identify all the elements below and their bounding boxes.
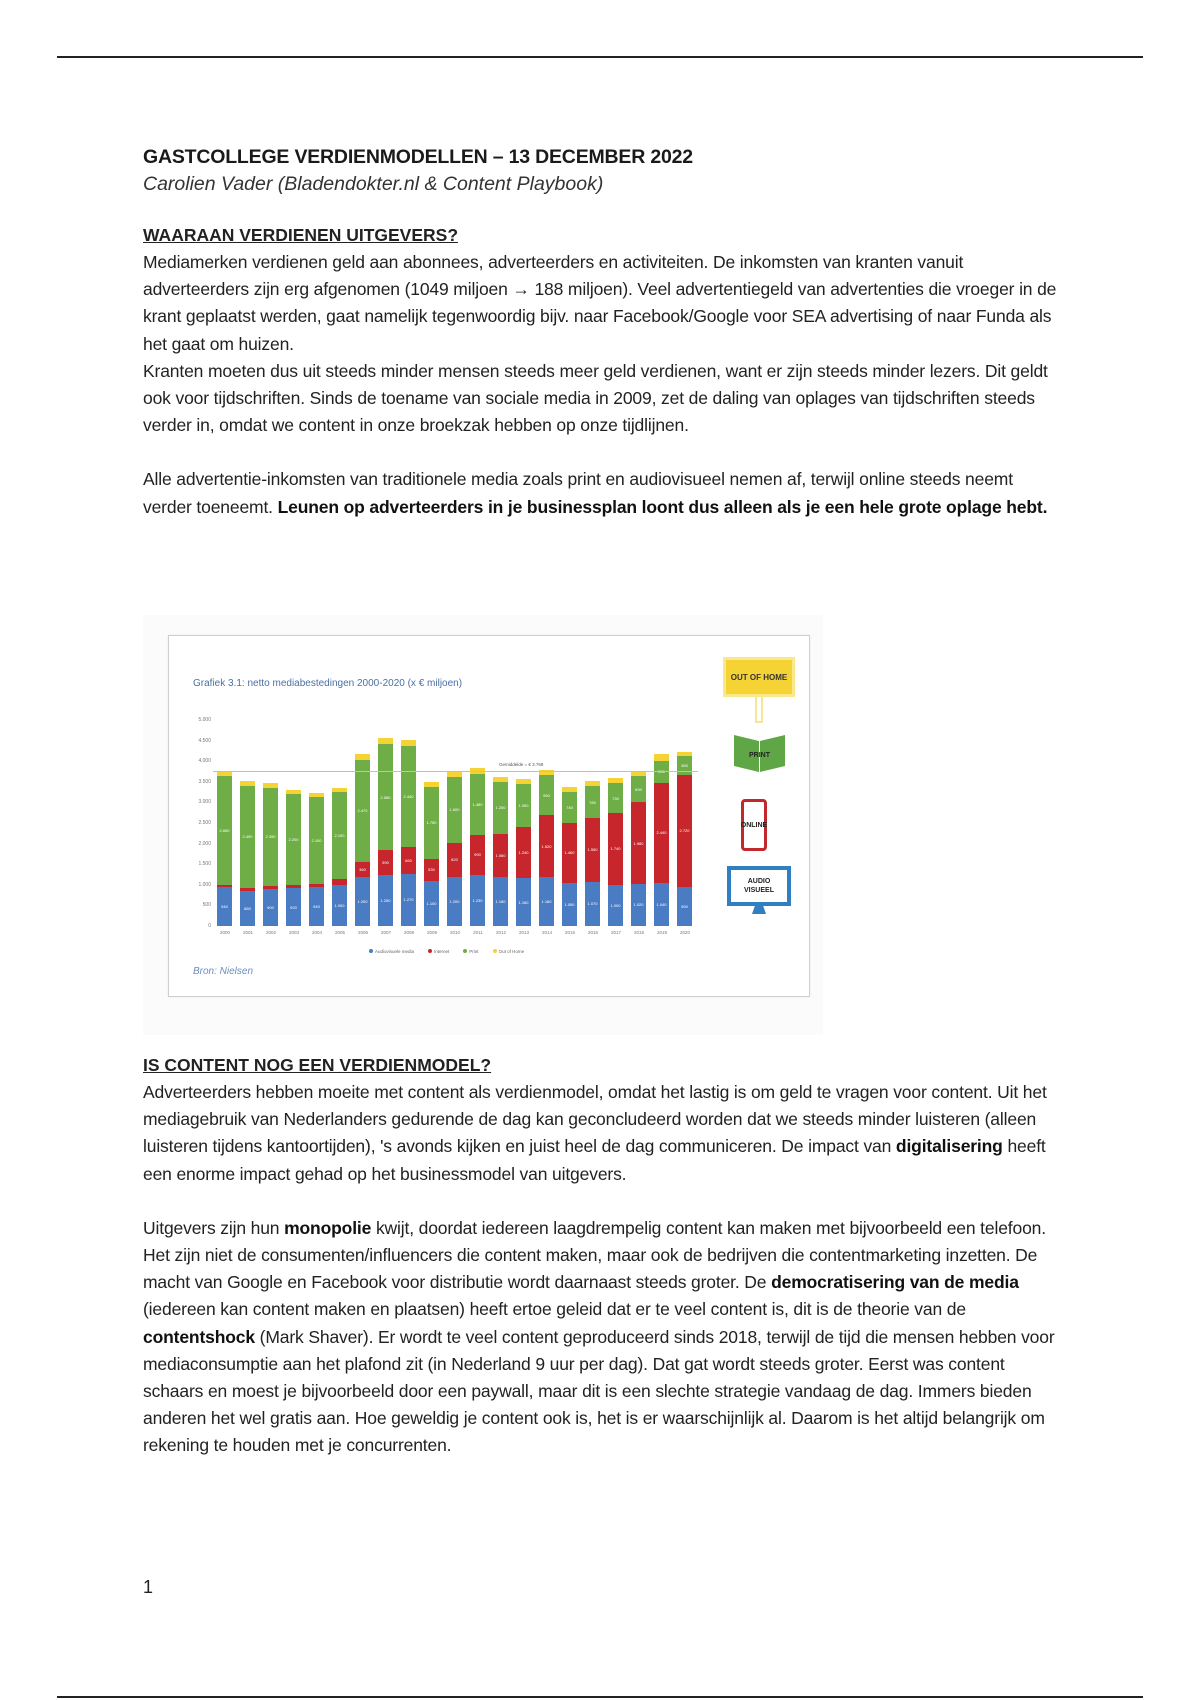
legend-item: Internet	[428, 949, 449, 954]
page-content	[143, 144, 1063, 521]
y-axis-tick: 1.000	[198, 881, 211, 888]
bar-segment: 660	[401, 847, 416, 874]
billboard-label: OUT OF HOME	[730, 672, 788, 682]
bar-segment: 530	[424, 859, 439, 881]
bar-segment: 1.480	[470, 774, 485, 835]
footer-rule	[57, 1696, 1143, 1698]
stacked-bar-chart	[169, 636, 809, 996]
bar-segment: 590	[378, 850, 393, 874]
smartphone-label: ONLINE	[740, 821, 768, 829]
chart-bar	[654, 754, 669, 926]
paragraph	[143, 466, 1063, 520]
x-axis-label: 2000	[219, 930, 230, 935]
chart-bar	[631, 771, 646, 926]
monitor-icon	[727, 866, 791, 906]
bar-segment: 1.250	[378, 875, 393, 927]
header-rule	[57, 56, 1143, 58]
bar-segment: 1.550	[585, 818, 600, 882]
chart-bar	[240, 781, 255, 926]
chart-legend	[369, 949, 524, 954]
paragraph-text: Alle advertentie-inkomsten van traditionele media zoals print en audiovisueel nemen af, terwijl online steeds neemt verder toeneemt.	[143, 469, 1013, 517]
y-axis-tick: 5.000	[198, 717, 211, 723]
x-axis-label: 2005	[334, 930, 345, 935]
x-axis-label: 2016	[587, 930, 598, 935]
bar-segment: 1.160	[516, 878, 531, 926]
bar-segment: 1.740	[608, 813, 623, 885]
bar-segment: 860	[240, 891, 255, 926]
bar-segment: 2.100	[332, 792, 347, 879]
bar-segment	[654, 754, 669, 761]
x-axis-label: 2009	[426, 930, 437, 935]
bold-term: digitalisering	[895, 1136, 1003, 1157]
bar-segment: 1.180	[493, 877, 508, 926]
bar-segment: 1.000	[332, 885, 347, 926]
y-axis-tick: 3.000	[198, 799, 211, 806]
chart-bar	[539, 770, 554, 926]
chart-bar	[286, 790, 301, 926]
bar-segment: 2.440	[654, 783, 669, 884]
x-axis-label: 2019	[656, 930, 667, 935]
paragraph-bold-text: Leunen op adverteerders in je businessplan loont dus alleen als je een hele grote oplage hebt.	[277, 496, 1048, 517]
average-label: Gemiddelde = € 3.768	[499, 761, 544, 767]
bar-segment: 1.250	[493, 782, 508, 834]
chart-bar	[378, 738, 393, 926]
paragraph: Kranten moeten dus uit steeds minder mensen steeds meer geld verdienen, want er zijn steeds minder lezers. Dit geldt ook voor tijdschriften. Sinds de toename van sociale media in 2009, zet de daling van oplages van tijdschriften steeds verder in, omdat we content in onze broekzak hebben op onze tijdlijnen.	[143, 360, 1048, 436]
bar-segment: 730	[608, 783, 623, 813]
bar-segment: 2.100	[309, 797, 324, 884]
bar-segment: 1.460	[562, 823, 577, 883]
bold-term: contentshock	[143, 1326, 255, 1347]
open-book-icon	[732, 731, 787, 773]
bar-segment: 2.440	[401, 746, 416, 847]
billboard-icon	[723, 657, 795, 697]
section-heading-verdienen: WAARAAN VERDIENEN UITGEVERS?	[143, 225, 459, 245]
y-axis-tick: 4.500	[198, 737, 211, 744]
section-heading-content: IS CONTENT NOG EEN VERDIENMODEL?	[143, 1055, 492, 1075]
bar-segment: 1.240	[516, 827, 531, 878]
x-axis-label: 2018	[633, 930, 644, 935]
bar-segment: 1.980	[631, 802, 646, 884]
bar-segment: 1.600	[447, 777, 462, 843]
bar-segment: 1.100	[424, 881, 439, 926]
chart-bar	[263, 783, 278, 926]
figure-mediabestedingen	[143, 615, 823, 1035]
bar-segment: 2.200	[286, 794, 301, 885]
bar-segment: 630	[631, 776, 646, 802]
chart-bar	[401, 740, 416, 926]
bar-segment: 940	[217, 887, 232, 926]
y-axis-tick: 2.000	[198, 840, 211, 847]
bar-segment: 990	[470, 835, 485, 876]
legend-item: Print	[463, 949, 478, 954]
page-content-2	[143, 1052, 1063, 1460]
monitor-label: AUDIO VISUEEL	[744, 878, 774, 894]
chart-bar	[470, 768, 485, 926]
bar-segment: 450	[677, 756, 692, 775]
x-axis-label: 2011	[473, 930, 483, 935]
average-line	[213, 771, 698, 773]
chart-bar	[516, 779, 531, 926]
chart-bar	[562, 787, 577, 926]
x-axis-label: 2001	[242, 930, 253, 935]
bar-segment: 1.060	[493, 834, 508, 878]
x-axis-label: 2008	[403, 930, 414, 935]
bar-segment: 2.720	[677, 775, 692, 887]
y-axis-tick: 1.500	[198, 861, 211, 868]
x-axis-label: 2013	[518, 930, 529, 935]
document-title: GASTCOLLEGE VERDIENMODELLEN – 13 DECEMBER 2022	[143, 146, 693, 168]
bar-segment: 2.470	[355, 760, 370, 862]
bold-term: democratisering van de media	[771, 1272, 1019, 1293]
bar-segment: 1.050	[516, 784, 531, 827]
bar-segment: 1.180	[539, 877, 554, 926]
paragraph: Mediamerken verdienen geld aan abonnees, adverteerders en activiteiten. De inkomsten van kranten vanuit adverteerders zijn erg afgenomen (1049 miljoen → 188 miljoen). Veel advertentiegeld van advertenties die vroeger in de krant geplaatst werden, gaat namelijk tegenwoordig bijv. naar Facebook/Google voor SEA advertising of naar Funda als het gaat om huizen.	[143, 252, 1057, 354]
chart-bar	[332, 788, 347, 926]
x-axis-label: 2020	[679, 930, 690, 935]
bar-segment: 1.000	[608, 885, 623, 926]
legend-item: Audiovisuele media	[369, 949, 414, 954]
chart-bar	[309, 793, 324, 926]
chart-bar	[424, 782, 439, 926]
figure-frame	[168, 635, 810, 997]
bar-segment: 1.070	[585, 882, 600, 926]
bar-segment: 1.040	[654, 883, 669, 926]
chart-bar	[447, 772, 462, 926]
x-axis-label: 2014	[541, 930, 552, 935]
paragraph: Uitgevers zijn hun monopolie kwijt, doordat iedereen laagdrempelig content kan maken met bijvoorbeeld een telefoon. Het zijn niet de consumenten/influencers die content maken, maar ook de bedrijven die contentmarketing inzetten. De macht van Google en Facebook voor distributie wordt daarnaast steeds groter. De democratisering van de media (iedereen kan content maken en plaatsen) heeft ertoe geleid dat er te veel content is, dit is de theorie van de contentshock (Mark Shaver). Er wordt te veel content geproduceerd sinds 2018, terwijl de tijd die mensen hebben voor mediaconsumptie aan het plafond zit (in Nederland 9 uur per dag). Dat gat wordt steeds groter. Eerst was content schaars en moest je bijvoorbeeld door een paywall, maar dit is een slechte strategie vandaag de dag. Immers bieden anderen het wel gratis aan. Hoe geweldig je content ook is, het is er waarschijnlijk al. Daarom is het altijd belangrijk om rekening te houden met je concurrenten.	[143, 1217, 1055, 1456]
bold-term: monopolie	[284, 1217, 372, 1238]
document-subtitle: Carolien Vader (Bladendokter.nl & Content Playbook)	[143, 173, 604, 195]
chart-bar	[217, 771, 232, 926]
chart-bar	[355, 754, 370, 926]
y-axis-tick: 0	[208, 923, 211, 929]
bar-segment: 1.270	[401, 874, 416, 926]
bar-segment: 960	[539, 775, 554, 815]
x-axis-label: 2007	[380, 930, 391, 935]
bar-segment: 2.660	[217, 776, 232, 886]
bar-segment: 820	[447, 843, 462, 877]
chart-bar	[608, 778, 623, 926]
chart-bar	[493, 777, 508, 926]
y-axis-tick: 2.500	[198, 820, 211, 826]
x-axis-label: 2004	[311, 930, 322, 935]
x-axis-label: 2006	[357, 930, 368, 935]
legend-item: Out of Home	[493, 949, 525, 954]
bar-segment: 1.200	[355, 877, 370, 926]
bar-segment: 940	[309, 887, 324, 926]
bar-segment: 950	[677, 887, 692, 926]
y-axis-tick: 3.500	[198, 778, 211, 785]
x-axis-label: 2003	[288, 930, 299, 935]
x-axis-label: 2010	[449, 930, 460, 935]
bar-segment: 1.200	[447, 877, 462, 926]
bar-segment: 1.020	[631, 884, 646, 926]
x-axis-label: 2012	[495, 930, 506, 935]
chart-bar	[585, 781, 600, 926]
bar-segment: 780	[585, 786, 600, 818]
bar-segment: 360	[355, 862, 370, 877]
chart-bar	[677, 752, 692, 926]
bar-segment: 1.050	[562, 883, 577, 926]
bar-segment: 2.390	[263, 788, 278, 886]
bar-segment: 2.580	[378, 744, 393, 850]
bar-segment: 740	[562, 792, 577, 822]
x-axis-label: 2015	[564, 930, 575, 935]
bar-segment: 1.750	[424, 787, 439, 859]
svg-text:PRINT: PRINT	[749, 752, 770, 759]
chart-source: Bron: Nielsen	[193, 966, 254, 977]
x-axis-label: 2017	[610, 930, 621, 935]
paragraph: Adverteerders hebben moeite met content als verdienmodel, omdat het lastig is om geld te vragen voor content. Uit het mediagebruik van Nederlanders gedurende de dag kan geconcludeerd worden dat we steeds minder luisteren (alleen luisteren tijdens kantoortijden), 's avonds kijken en juist heel de dag communiceren. De impact van digitalisering heeft een enorme impact gehad op het businessmodel van uitgevers.	[143, 1082, 1047, 1184]
bar-segment: 2.490	[240, 786, 255, 889]
bar-segment: 920	[286, 888, 301, 926]
x-axis-label: 2002	[265, 930, 276, 935]
y-axis-tick: 4.000	[198, 758, 211, 765]
billboard-post-icon	[755, 697, 763, 723]
chart-title: Grafiek 3.1: netto mediabestedingen 2000-2020 (x € miljoen)	[193, 678, 463, 689]
bar-segment: 900	[263, 889, 278, 926]
page-number: 1	[143, 1577, 154, 1597]
smartphone-icon	[741, 799, 767, 851]
bar-segment: 1.520	[539, 815, 554, 878]
y-axis-tick: 500	[202, 902, 211, 909]
bar-segment: 1.230	[470, 875, 485, 926]
